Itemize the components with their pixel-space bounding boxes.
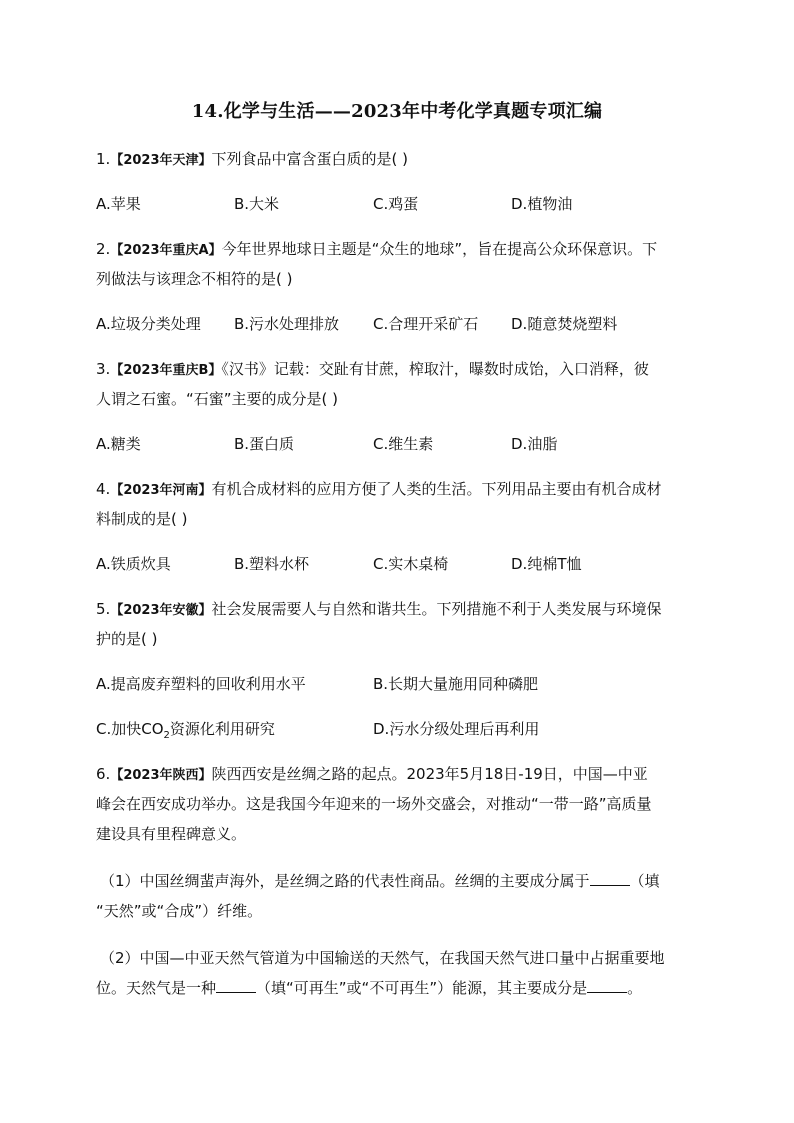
option-b: B.大米 [234, 195, 280, 213]
answer-blank[interactable] [587, 976, 627, 993]
question-text-continued: 人谓之石蜜。“石蜜”主要的成分是( ) [96, 390, 339, 408]
question-4-stem [96, 477, 706, 503]
option-c: C.合理开采矿石 [373, 315, 479, 333]
question-text-continued: 峰会在西安成功举办。这是我国今年迎来的一场外交盛会，对推动“一带一路”高质量 [96, 795, 652, 813]
sub-question-1-continued: “天然”或“合成”）纤维。 [96, 902, 263, 920]
question-3-stem [96, 357, 706, 383]
question-text: 陕西西安是丝绸之路的起点。2023年5月18日-19日，中国—中亚 [211, 765, 648, 783]
question-text-continued: 料制成的是( ) [96, 510, 188, 528]
question-text: 社会发展需要人与自然和谐共生。下列措施不利于人类发展与环境保 [211, 600, 662, 618]
sub-question-1: （1）中国丝绸蜚声海外，是丝绸之路的代表性商品。丝绸的主要成分属于 （填 [100, 869, 710, 893]
question-text: 今年世界地球日主题是“众生的地球”，旨在提高公众环保意识。下 [221, 240, 658, 258]
answer-blank[interactable] [590, 869, 630, 886]
question-5-stem [96, 597, 706, 623]
option-b: B.污水处理排放 [234, 315, 340, 333]
question-text-continued: 列做法与该理念不相符的是( ) [96, 270, 293, 288]
option-d: D.随意焚烧塑料 [511, 315, 618, 333]
source-tag: 【2023年重庆A】 [110, 243, 222, 258]
source-tag: 【2023年河南】 [110, 483, 212, 498]
question-number: 5. [96, 600, 111, 618]
question-number: 2. [96, 240, 111, 258]
option-a: A.提高废弃塑料的回收利用水平 [96, 675, 306, 693]
question-text: 《汉书》记载：交趾有甘蔗，榨取汁，曝数时成饴，入口消释，彼 [221, 360, 649, 378]
question-number: 1. [96, 150, 111, 168]
option-c: C.实木桌椅 [373, 555, 449, 573]
source-tag: 【2023年陕西】 [110, 768, 212, 783]
option-c: C.维生素 [373, 435, 434, 453]
question-number: 3. [96, 360, 111, 378]
question-text-continued: 护的是( ) [96, 630, 158, 648]
question-number: 4. [96, 480, 111, 498]
option-b: B.蛋白质 [234, 435, 295, 453]
sub-question-2: （2）中国—中亚天然气管道为中国输送的天然气，在我国天然气进口量中占据重要地 [100, 949, 665, 967]
option-b: B.塑料水杯 [234, 555, 310, 573]
option-d: D.纯棉T恤 [511, 555, 582, 573]
question-text-continued: 建设具有里程碑意义。 [96, 825, 247, 843]
answer-blank[interactable] [216, 976, 256, 993]
option-a: A.垃圾分类处理 [96, 315, 201, 333]
option-d: D.污水分级处理后再利用 [373, 720, 540, 738]
source-tag: 【2023年天津】 [110, 153, 212, 168]
option-d: D.植物油 [511, 195, 573, 213]
question-number: 6. [96, 765, 111, 783]
question-6-stem [96, 762, 706, 788]
question-text: 有机合成材料的应用方便了人类的生活。下列用品主要由有机合成材 [211, 480, 662, 498]
option-a: A.苹果 [96, 195, 141, 213]
option-c: C.加快$CO_2$资源化利用研究 [96, 720, 275, 741]
option-b: B.长期大量施用同种磷肥 [373, 675, 539, 693]
chemical-formula: $CO_2$ [141, 720, 170, 741]
question-2-stem [96, 237, 706, 263]
page-title: 14.化学与生活——2023年中考化学真题专项汇编 [191, 101, 603, 122]
sub-question-2-continued: 位。天然气是一种 （填“可再生”或“不可再生”）能源，其主要成分是 。 [96, 976, 706, 1000]
option-a: A.铁质炊具 [96, 555, 171, 573]
source-tag: 【2023年重庆B】 [110, 363, 222, 378]
question-text: 下列食品中富含蛋白质的是( ) [211, 150, 408, 168]
option-d: D.油脂 [511, 435, 558, 453]
source-tag: 【2023年安徽】 [110, 603, 212, 618]
question-1-stem [96, 147, 706, 173]
option-c: C.鸡蛋 [373, 195, 419, 213]
option-a: A.糖类 [96, 435, 141, 453]
